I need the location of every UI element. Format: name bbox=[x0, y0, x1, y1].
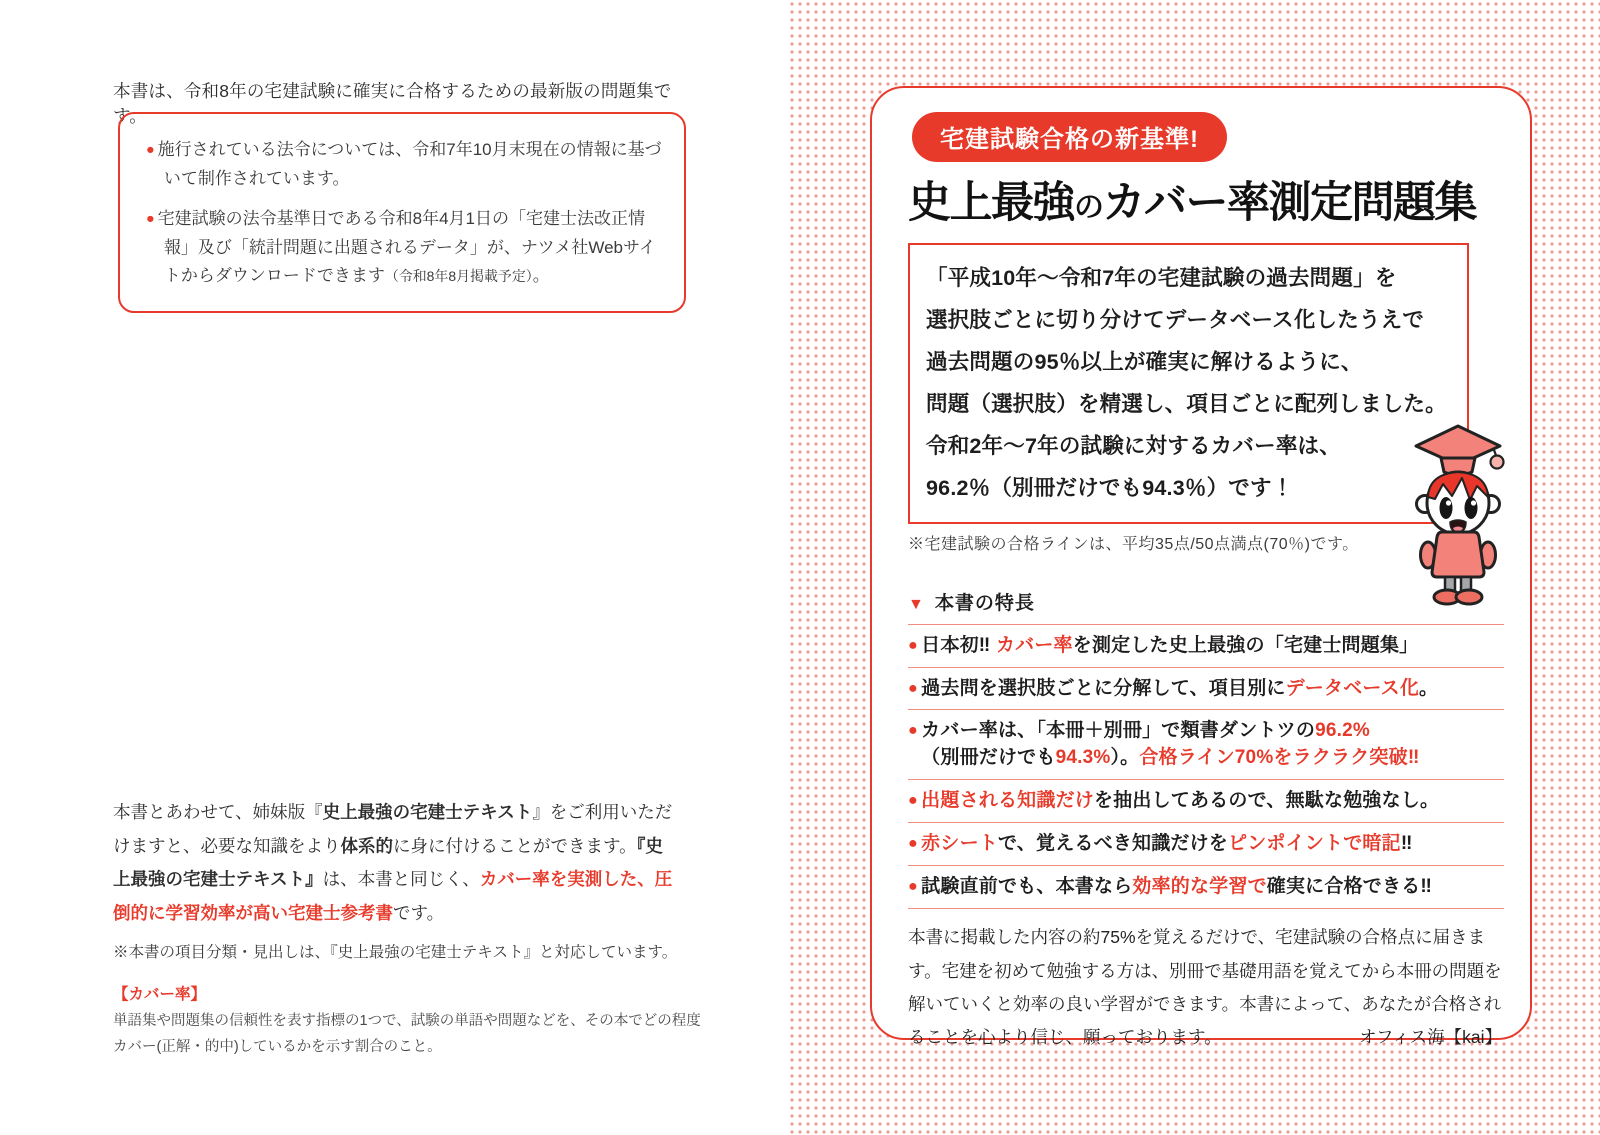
feature-item bbox=[908, 709, 1504, 779]
graduate-mascot-illustration bbox=[1394, 424, 1524, 606]
feature-item bbox=[908, 624, 1504, 667]
bullet-icon: ● bbox=[908, 721, 918, 740]
legal-notice-box bbox=[118, 112, 686, 313]
feature-item bbox=[908, 822, 1504, 865]
bullet-icon: ● bbox=[146, 141, 155, 158]
sister-book-footnote: ※本書の項目分類・見出しは、『史上最強の宅建士テキスト』と対応しています。 bbox=[113, 944, 678, 961]
feature-item bbox=[908, 779, 1504, 822]
feature-text: 試験直前でも、本書なら効率的な学習で確実に合格できる‼ bbox=[921, 876, 1433, 898]
author-signature: オフィス海【kai】 bbox=[1359, 1027, 1502, 1048]
bullet-icon: ● bbox=[908, 635, 918, 654]
bullet-icon: ● bbox=[146, 210, 155, 227]
closing-paragraph bbox=[908, 921, 1504, 1054]
left-intro-text: 本書は、令和8年の宅建試験に確実に合格するための最新版の問題集です。 bbox=[113, 81, 672, 126]
new-standard-badge: 宅建試験合格の新基準! bbox=[912, 112, 1227, 162]
summary-line: 問題（選択肢）を精選し、項目ごとに配列しました。 bbox=[926, 391, 1447, 416]
feature-item bbox=[908, 865, 1504, 908]
feature-text: カバー率は、「本冊＋別冊」で類書ダントツの96.2% （別冊だけでも94.3%）。合格ライン70%をラクラク突破‼ bbox=[921, 720, 1420, 769]
bullet-icon: ● bbox=[908, 877, 918, 896]
coverage-term-definition: 単語集や問題集の信頼性を表す指標の1つで、試験の単語や問題などを、その本でどの程度カバー(正解・的中)しているかを示す割合のこと。 bbox=[113, 1013, 701, 1056]
features-list bbox=[908, 624, 1504, 910]
coverage-summary-box bbox=[908, 243, 1469, 524]
bullet-icon: ● bbox=[908, 791, 918, 810]
bullet-icon: ● bbox=[908, 834, 918, 853]
feature-text: 赤シートで、覚えるべき知識だけをピンポイントで暗記‼ bbox=[921, 833, 1413, 855]
summary-line: 選択肢ごとに切り分けてデータベース化したうえで bbox=[926, 307, 1425, 332]
feature-text: 過去問を選択肢ごとに分解して、項目別にデータベース化。 bbox=[921, 677, 1439, 699]
feature-text: 日本初‼ カバー率を測定した史上最強の「宅建士問題集」 bbox=[921, 634, 1419, 656]
summary-line: 令和2年～7年の試験に対するカバー率は、 bbox=[926, 433, 1341, 458]
feature-item bbox=[908, 667, 1504, 710]
book-title: 史上最強のカバー率測定問題集 bbox=[908, 179, 1476, 227]
triangle-icon: ▼ bbox=[908, 595, 925, 613]
notice-item bbox=[146, 205, 664, 291]
pass-line-footnote: ※宅建試験の合格ラインは、平均35点/50点満点(70％)です。 bbox=[908, 535, 1359, 553]
sister-book-paragraph: 本書とあわせて、姉妹版『史上最強の宅建士テキスト』をご利用いただけますと、必要な知識をより体系的に身に付けることができます。『史上最強の宅建士テキスト』は、本書と同じく、カバー率を実測した、圧倒的に学習効率が高い宅建士参考書です。 bbox=[113, 802, 673, 923]
notice-item-text: 施行されている法令については、令和7年10月末現在の情報に基づいて制作されています。 bbox=[157, 140, 662, 188]
notice-item bbox=[146, 136, 664, 193]
coverage-term-label: 【カバー率】 bbox=[113, 986, 207, 1003]
summary-line: 96.2％（別冊だけでも94.3％）です！ bbox=[926, 475, 1294, 500]
notice-item-text: 宅建試験の法令基準日である令和8年4月1日の「宅建士法改正情報」及び「統計問題に出題されるデータ」が、ナツメ社Webサイトからダウンロードできます（令和8年8月掲載予定）。 bbox=[157, 209, 656, 286]
features-header-label: 本書の特長 bbox=[934, 592, 1035, 614]
closing-text: 本書に掲載した内容の約75%を覚えるだけで、宅建試験の合格点に届きます。宅建を初めて勉強する方は、別冊で基礎用語を覚えてから本冊の問題を解いていくと効率の良い学習ができます。本書によって、あなたが合格されることを心より信じ、願っております。 bbox=[908, 927, 1502, 1048]
summary-line: 過去問題の95％以上が確実に解けるように、 bbox=[926, 349, 1363, 374]
bullet-icon: ● bbox=[908, 678, 918, 697]
feature-text: 出題される知識だけを抽出してあるので、無駄な勉強なし。 bbox=[921, 790, 1440, 812]
summary-line: 「平成10年～令和7年の宅建試験の過去問題」を bbox=[926, 266, 1397, 290]
